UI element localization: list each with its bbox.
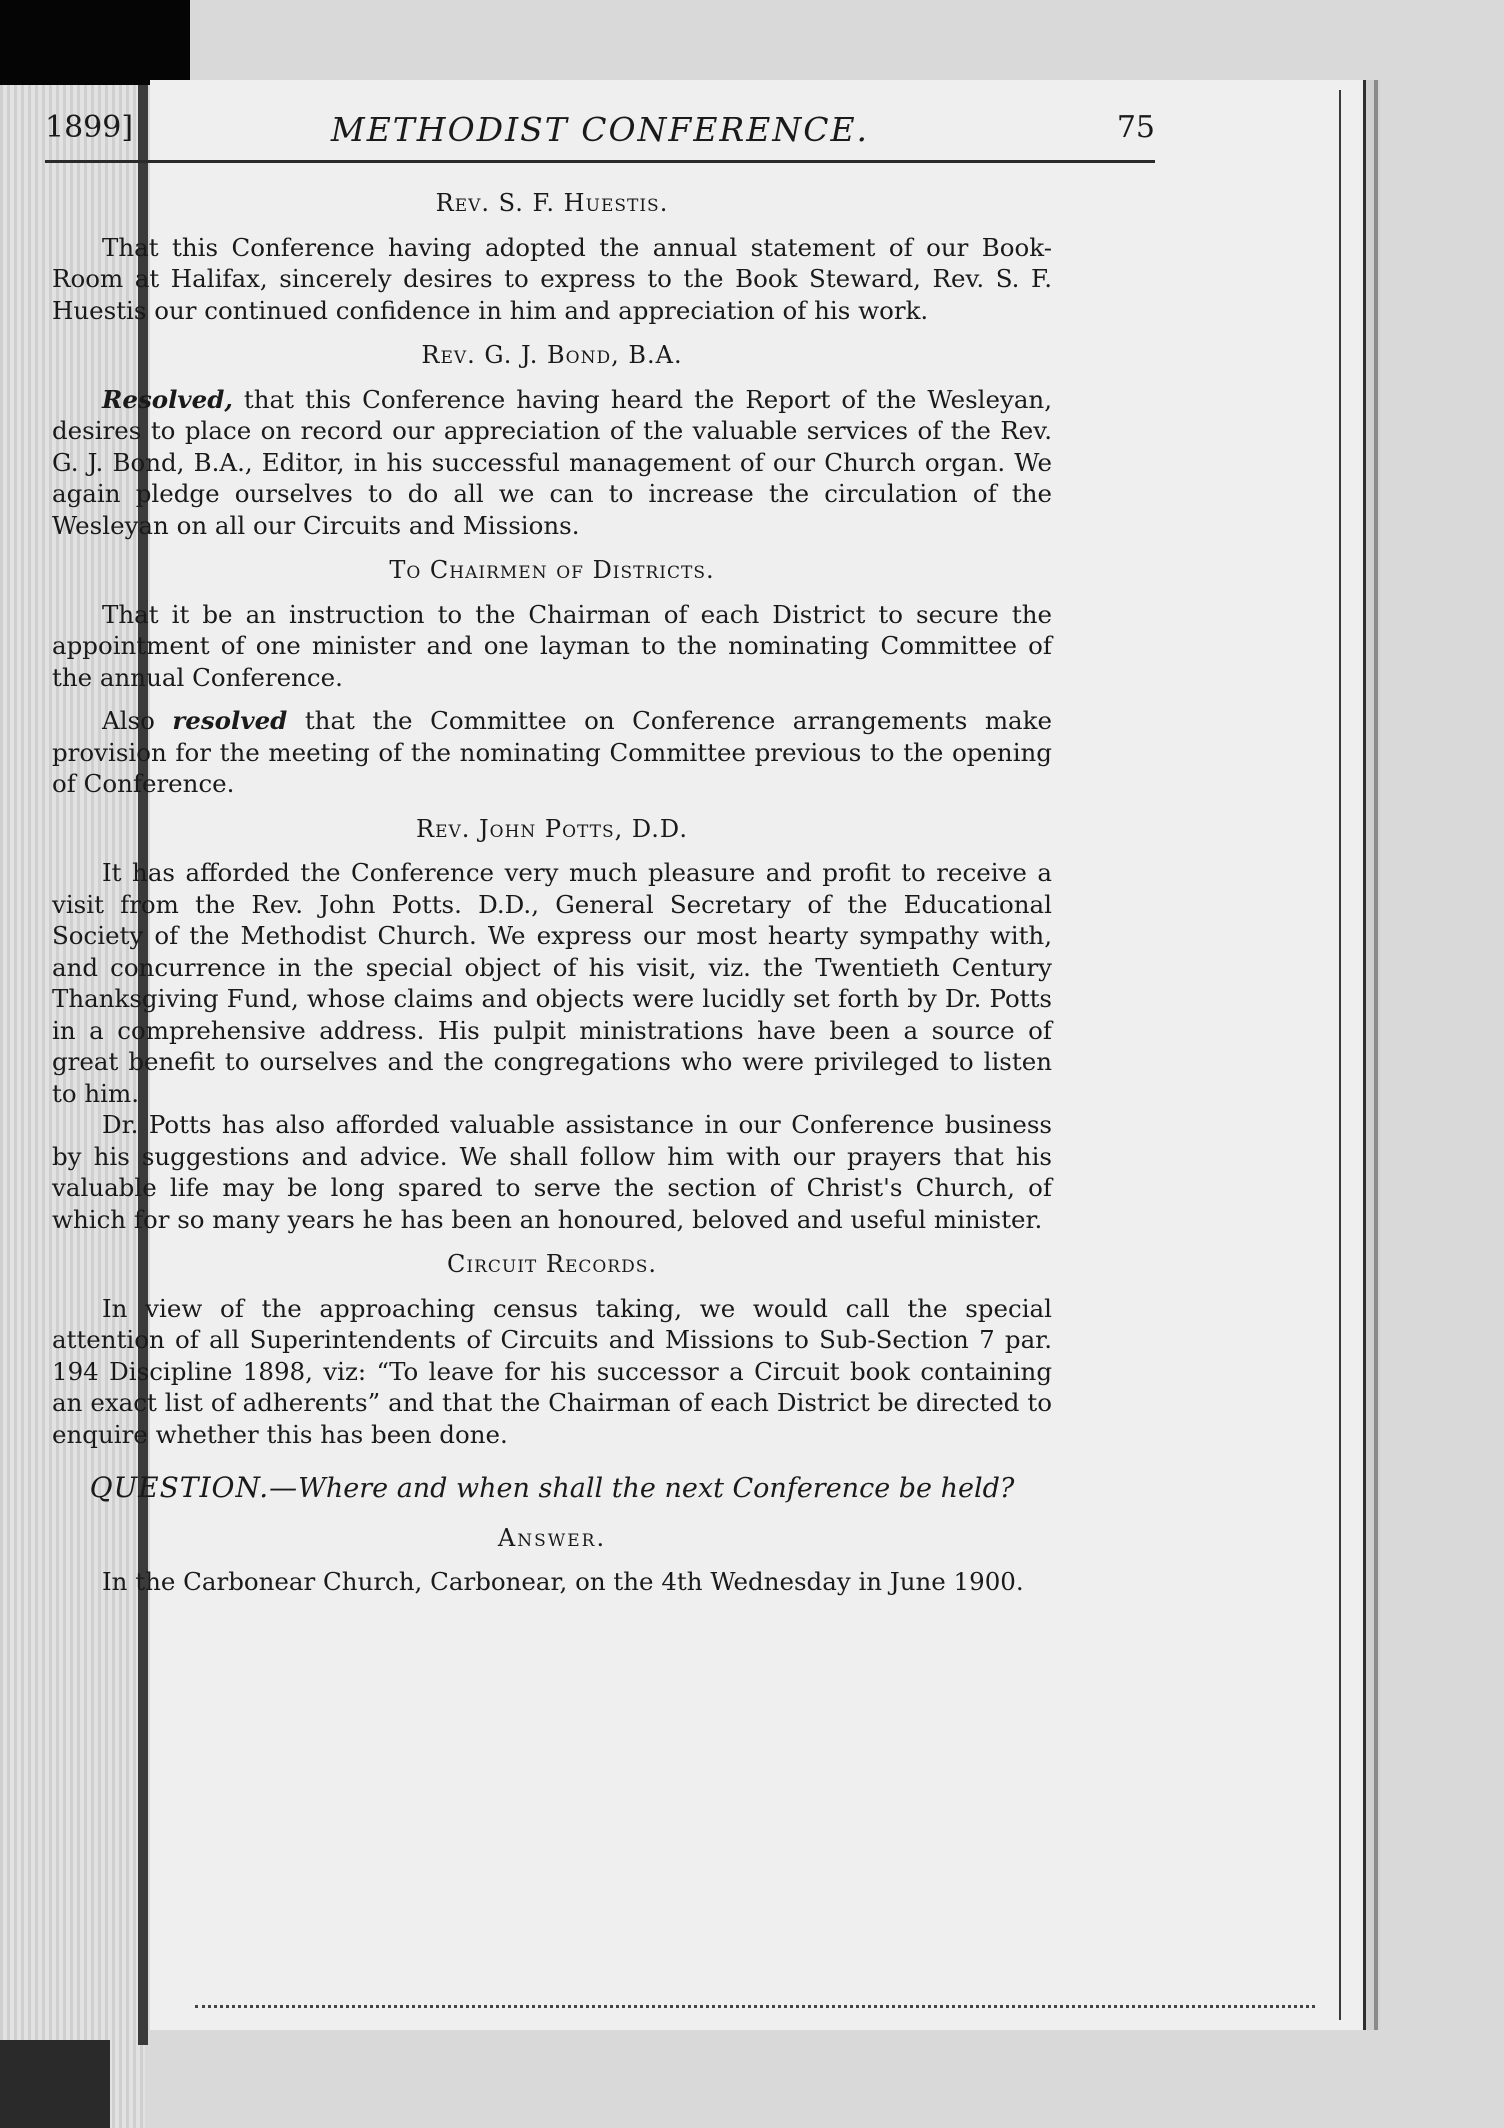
answer-text: In the Carbonear Church, Carbonear, on the 4th Wednesday in June 1900. <box>102 1567 1024 1596</box>
header-rule <box>45 160 1155 163</box>
paragraph-potts-2: Dr. Potts has also afforded valuable assistance in our Conference business by his suggestions and advice. We shall follow him with our prayers that his valuable life may be long spared to serve the section of Christ's Church, of which for so many years he has been an honoured, beloved and useful minister. <box>52 1110 1052 1234</box>
page-bottom-rule <box>195 2005 1315 2008</box>
section-heading-potts: Rev. John Potts, D.D. <box>416 814 688 843</box>
paragraph-bond <box>52 384 1052 542</box>
paragraph-circuit-records: In view of the approaching census taking, we would call the special attention of all Superintendents of Circuits and Missions to Sub-Section 7 par. 194 Discipline 1898, viz: “To leave for his successor a Circuit book containing an exact list of adherents” and that the Chairman of each District be directed to enquire whether this has been done. <box>52 1293 1052 1449</box>
paragraph-chairmen-2-before: Also <box>102 706 173 735</box>
header-year: 1899] <box>45 110 134 145</box>
page-number: 75 <box>1116 110 1155 145</box>
section-heading-huestis: Rev. S. F. Huestis. <box>435 189 669 217</box>
paragraph-potts-1: It has afforded the Conference very much pleasure and profit to receive a visit from the Rev. John Potts. D.D., General Secretary of the Educational Society of the Methodist Church. We express our most hearty sympathy with, and concurrence in the special object of his visit, viz. the Twentieth Century Thanksgiving Fund, whose claims and objects were lucidly set forth by Dr. Potts in a comprehensive address. His pulpit ministrations have been a source of great benefit to ourselves and the congregations who were privileged to listen to him. <box>52 858 1052 1108</box>
section-heading-circuit-records: Circuit Records. <box>446 1250 658 1278</box>
paragraph-chairmen-1: That it be an instruction to the Chairman of each District to secure the appointment of one minister and one layman to the nominating Committee of the annual Conference. <box>52 599 1052 692</box>
section-heading-chairmen: To Chairmen of Districts. <box>389 556 715 584</box>
question-text: Where and when shall the next Conference be held? <box>298 1473 1015 1504</box>
scan-corner-shadow <box>0 0 190 85</box>
page-right-border <box>1339 90 1341 2020</box>
resolved-italic-2: resolved <box>172 706 288 735</box>
paragraph-chairmen-2 <box>52 705 1052 800</box>
section-heading-bond: Rev. G. J. Bond, B.A. <box>421 341 683 369</box>
page-body <box>52 182 1052 1598</box>
paragraph-chairmen-2-after: that the Committee on Conference arrangements make provision for the meeting of the nominating Committee previous to the opening of Conference. <box>52 706 1052 798</box>
resolved-italic: Resolved, <box>102 384 233 414</box>
scan-bottom-shadow <box>0 2040 110 2128</box>
running-header <box>45 110 1155 160</box>
question-line <box>52 1472 1052 1505</box>
header-title: METHODIST CONFERENCE. <box>330 110 870 149</box>
answer-heading: Answer. <box>497 1523 607 1552</box>
paragraph-huestis: That this Conference having adopted the annual statement of our Book-Room at Halifax, sincerely desires to express to the Book Steward, Rev. S. F. Huestis our continued confidence in him and appreciation of his work. <box>52 232 1052 325</box>
question-label: QUESTION.— <box>89 1471 299 1504</box>
paragraph-bond-text: that this Conference having heard the Report of the Wesleyan, desires to place on record our appreciation of the valuable services of the Rev. G. J. Bond, B.A., Editor, in his successful management of our Church organ. We again pledge ourselves to do all we can to increase the circulation of the Wesleyan on all our Circuits and Missions. <box>52 384 1052 540</box>
